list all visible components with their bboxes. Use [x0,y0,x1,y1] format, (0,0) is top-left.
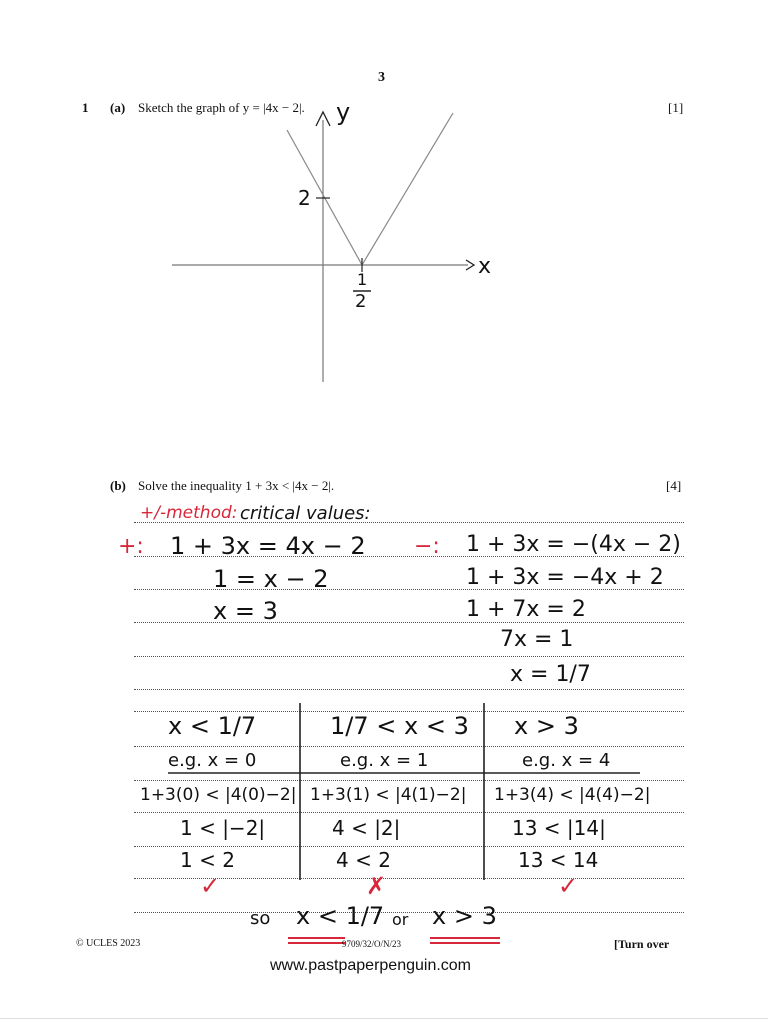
footer-copyright: © UCLES 2023 [76,938,141,949]
plus-case-label: +: [118,534,144,559]
part-a-marks: [1] [668,100,684,115]
minus-line-1: 1 + 3x = −(4x − 2) [466,532,681,557]
page-bottom-edge [0,1018,768,1019]
conclusion-second: x > 3 [432,902,497,930]
table-cell-r3-c2: 4 < 2 [336,848,391,872]
footer-turn-over: [Turn over [614,937,670,951]
conclusion-first: x < 1/7 [296,902,385,930]
plus-line-2: 1 = x − 2 [213,565,329,593]
table-header-2: 1/7 < x < 3 [330,712,469,740]
table-cell-r3-c3: 13 < 14 [518,848,599,872]
part-a-label: (a) [110,100,126,115]
tick-icon: ✓ [200,872,221,900]
minus-line-4: 7x = 1 [500,627,574,652]
x-intercept-numerator: 1 [357,270,368,289]
table-header-1: x < 1/7 [168,712,257,740]
table-cell-r1-c2: 1+3(1) < |4(1)−2| [310,785,467,805]
table-cell-r2-c2: 4 < |2| [332,816,401,840]
conclusion-or: or [392,910,409,929]
tick-icon: ✓ [558,872,579,900]
conclusion-so: so [250,908,271,929]
table-example-2: e.g. x = 1 [340,750,429,771]
part-b-label: (b) [110,478,126,493]
minus-line-5: x = 1/7 [510,662,591,687]
minus-line-2: 1 + 3x = −4x + 2 [466,565,664,590]
method-label: +/-method: [140,503,238,523]
table-cell-r2-c3: 13 < |14| [512,816,606,840]
table-cell-r3-c1: 1 < 2 [180,848,235,872]
question-number: 1 [82,100,89,115]
plus-line-3: x = 3 [213,597,278,625]
watermark-link[interactable]: www.pastpaperpenguin.com [270,957,472,974]
y-axis-label: y [336,98,351,126]
critical-values-label: critical values: [240,503,371,524]
table-cell-r1-c1: 1+3(0) < |4(0)−2| [140,785,297,805]
y-intercept-label: 2 [298,186,311,210]
table-example-1: e.g. x = 0 [168,750,257,771]
plus-line-1: 1 + 3x = 4x − 2 [170,532,366,560]
cross-icon: ✗ [366,872,387,900]
footer-code: 9709/32/O/N/23 [342,939,402,949]
part-a-prompt: Sketch the graph of y = |4x − 2|. [138,100,305,115]
table-cell-r2-c1: 1 < |−2| [180,816,266,840]
table-example-3: e.g. x = 4 [522,750,611,771]
minus-line-3: 1 + 7x = 2 [466,597,586,622]
part-b-prompt: Solve the inequality 1 + 3x < |4x − 2|. [138,478,335,493]
minus-case-label: −: [414,534,440,559]
x-axis-label: x [478,254,492,279]
part-b-marks: [4] [666,478,682,493]
x-intercept-denominator: 2 [355,291,367,312]
table-cell-r1-c3: 1+3(4) < |4(4)−2| [494,785,651,805]
page-number: 3 [378,70,385,85]
table-header-3: x > 3 [514,712,579,740]
